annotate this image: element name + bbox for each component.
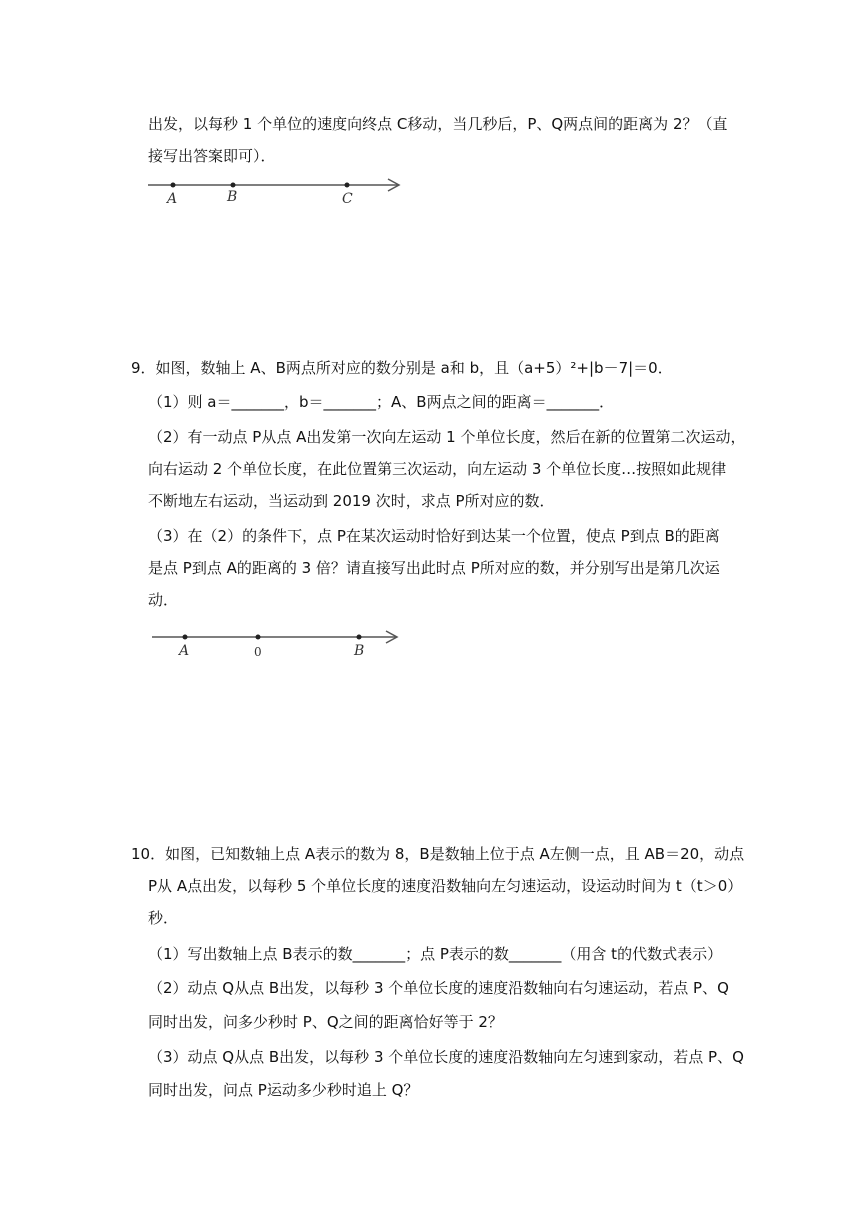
point-c-label: C: [342, 191, 353, 207]
point-a-dot: [171, 183, 176, 188]
q9-number-line: [148, 627, 408, 667]
point-c-dot: [345, 183, 350, 188]
q8-text-line-2: 接写出答案即可）．: [148, 147, 276, 165]
q10-part2-line-1: （2）动点 Q从点 B出发，以每秒 3 个单位长度的速度沿数轴向右匀速运动，若点 P、Q: [148, 979, 729, 997]
q9-part2-line-3: 不断地左右运动，当运动到 2019 次时，求点 P所对应的数．: [148, 492, 555, 510]
q10-part2-line-2: 同时出发，问多少秒时 P、Q之间的距离恰好等于 2？: [148, 1013, 503, 1031]
point-b-dot: [357, 635, 362, 640]
point-b-dot: [231, 183, 236, 188]
q9-part3-line-2: 是点 P到点 A的距离的 3 倍？请直接写出此时点 P所对应的数，并分别写出是第几次运: [148, 559, 720, 577]
point-a-label: A: [167, 191, 178, 207]
q9-part3-line-3: 动．: [148, 591, 179, 609]
point-b-label: B: [354, 643, 365, 659]
q10-stem-line-2: P从 A点出发，以每秒 5 个单位长度的速度沿数轴向左匀速运动，设运动时间为 t（t＞0）: [148, 877, 743, 895]
q9-part1: （1）则 a＝_______，b＝_______；A、B两点之间的距离＝_______．: [148, 393, 615, 411]
point-a-dot: [183, 635, 188, 640]
q10-part1: （1）写出数轴上点 B表示的数_______；点 P表示的数_______（用含 t的代数式表示）: [148, 945, 723, 963]
point-b-label: B: [227, 189, 238, 205]
q10-part3-line-2: 同时出发，问点 P运动多少秒时追上 Q？: [148, 1081, 419, 1099]
origin-label: 0: [254, 645, 262, 659]
q9-stem: 9．如图，数轴上 A、B两点所对应的数分别是 a和 b，且（a+5）²+|b－7|＝0．: [131, 359, 673, 377]
q9-part2-line-1: （2）有一动点 P从点 A出发第一次向左运动 1 个单位长度，然后在新的位置第二次运动，: [148, 428, 746, 446]
q9-part3-line-1: （3）在（2）的条件下，点 P在某次运动时恰好到达某一个位置，使点 P到点 B的距离: [148, 527, 720, 545]
q9-part2-line-2: 向右运动 2 个单位长度，在此位置第三次运动，向左运动 3 个单位长度…按照如此规律: [148, 460, 727, 478]
origin-dot: [256, 635, 261, 640]
q10-part3-line-1: （3）动点 Q从点 B出发，以每秒 3 个单位长度的速度沿数轴向左匀速到家动，若点 P、Q: [148, 1048, 744, 1066]
point-a-label: A: [179, 643, 190, 659]
q8-number-line: [140, 175, 410, 215]
q10-stem-line-1: 10．如图，已知数轴上点 A表示的数为 8，B是数轴上位于点 A左侧一点，且 AB＝20，动点: [131, 845, 745, 863]
q10-stem-line-3: 秒．: [148, 909, 179, 927]
q8-text-line-1: 出发，以每秒 1 个单位的速度向终点 C移动，当几秒后，P、Q两点间的距离为 2？（直: [148, 115, 728, 133]
